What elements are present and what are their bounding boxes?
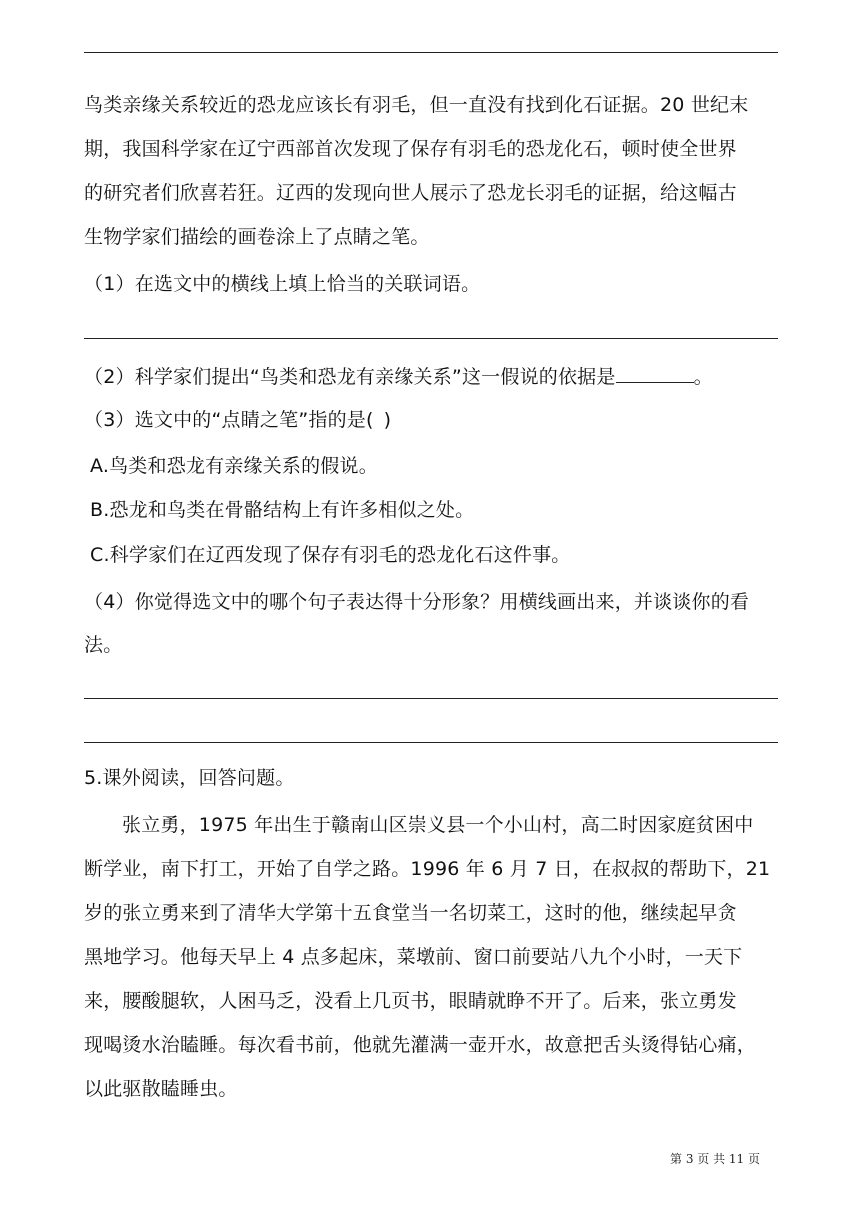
answer-blank-q2[interactable] <box>616 364 694 383</box>
section-5-line: 断学业，南下打工，开始了自学之路。1996 年 6 月 7 日，在叔叔的帮助下，21 <box>84 858 771 880</box>
section-5-heading: 5.课外阅读，回答问题。 <box>84 767 295 789</box>
section-5-line: 现喝烫水治瞌睡。每次看书前，他就先灌满一壶开水，故意把舌头烫得钻心痛， <box>84 1034 757 1056</box>
question-2 <box>84 364 784 389</box>
passage-line: 的研究者们欣喜若狂。辽西的发现向世人展示了恐龙长羽毛的证据，给这幅古 <box>84 182 737 204</box>
answer-line-q4-2 <box>84 742 778 743</box>
page-number: 第 3 页 共 11 页 <box>670 1152 760 1166</box>
answer-line-q1 <box>84 338 778 339</box>
section-5-line: 张立勇，1975 年出生于赣南山区崇义县一个小山村，高二时因家庭贫困中 <box>122 814 754 836</box>
section-5-line: 黑地学习。他每天早上 4 点多起床，菜墩前、窗口前要站八九个小时，一天下 <box>84 946 743 968</box>
option-a: A.鸟类和恐龙有亲缘关系的假说。 <box>90 455 378 477</box>
passage-line: 生物学家们描绘的画卷涂上了点睛之笔。 <box>84 226 430 248</box>
question-1: （1）在选文中的横线上填上恰当的关联词语。 <box>84 273 481 295</box>
section-5-line: 岁的张立勇来到了清华大学第十五食堂当一名切菜工，这时的他，继续起早贪 <box>84 902 737 924</box>
question-4-line2: 法。 <box>84 634 123 656</box>
option-c: C.科学家们在辽西发现了保存有羽毛的恐龙化石这件事。 <box>90 544 571 566</box>
section-5-line: 来，腰酸腿软，人困马乏，没看上几页书，眼睛就睁不开了。后来，张立勇发 <box>84 990 737 1012</box>
question-4-line1: （4）你觉得选文中的哪个句子表达得十分形象？用横线画出来，并谈谈你的看 <box>84 591 750 613</box>
question-2-text: （2）科学家们提出“鸟类和恐龙有亲缘关系”这一假说的依据是 <box>84 366 616 388</box>
answer-line-q4-1 <box>84 698 778 699</box>
question-3 <box>84 408 784 432</box>
section-5-line: 以此驱散瞌睡虫。 <box>84 1078 238 1100</box>
top-rule <box>84 52 778 53</box>
question-3-close: ) <box>383 409 392 431</box>
passage-line: 期，我国科学家在辽宁西部首次发现了保存有羽毛的恐龙化石，顿时使全世界 <box>84 138 737 160</box>
question-3-text: （3）选文中的“点睛之笔”指的是( <box>84 409 374 431</box>
option-b: B.恐龙和鸟类在骨骼结构上有许多相似之处。 <box>90 499 475 521</box>
question-2-end: 。 <box>693 366 713 388</box>
passage-line: 鸟类亲缘关系较近的恐龙应该长有羽毛，但一直没有找到化石证据。20 世纪末 <box>84 94 749 116</box>
